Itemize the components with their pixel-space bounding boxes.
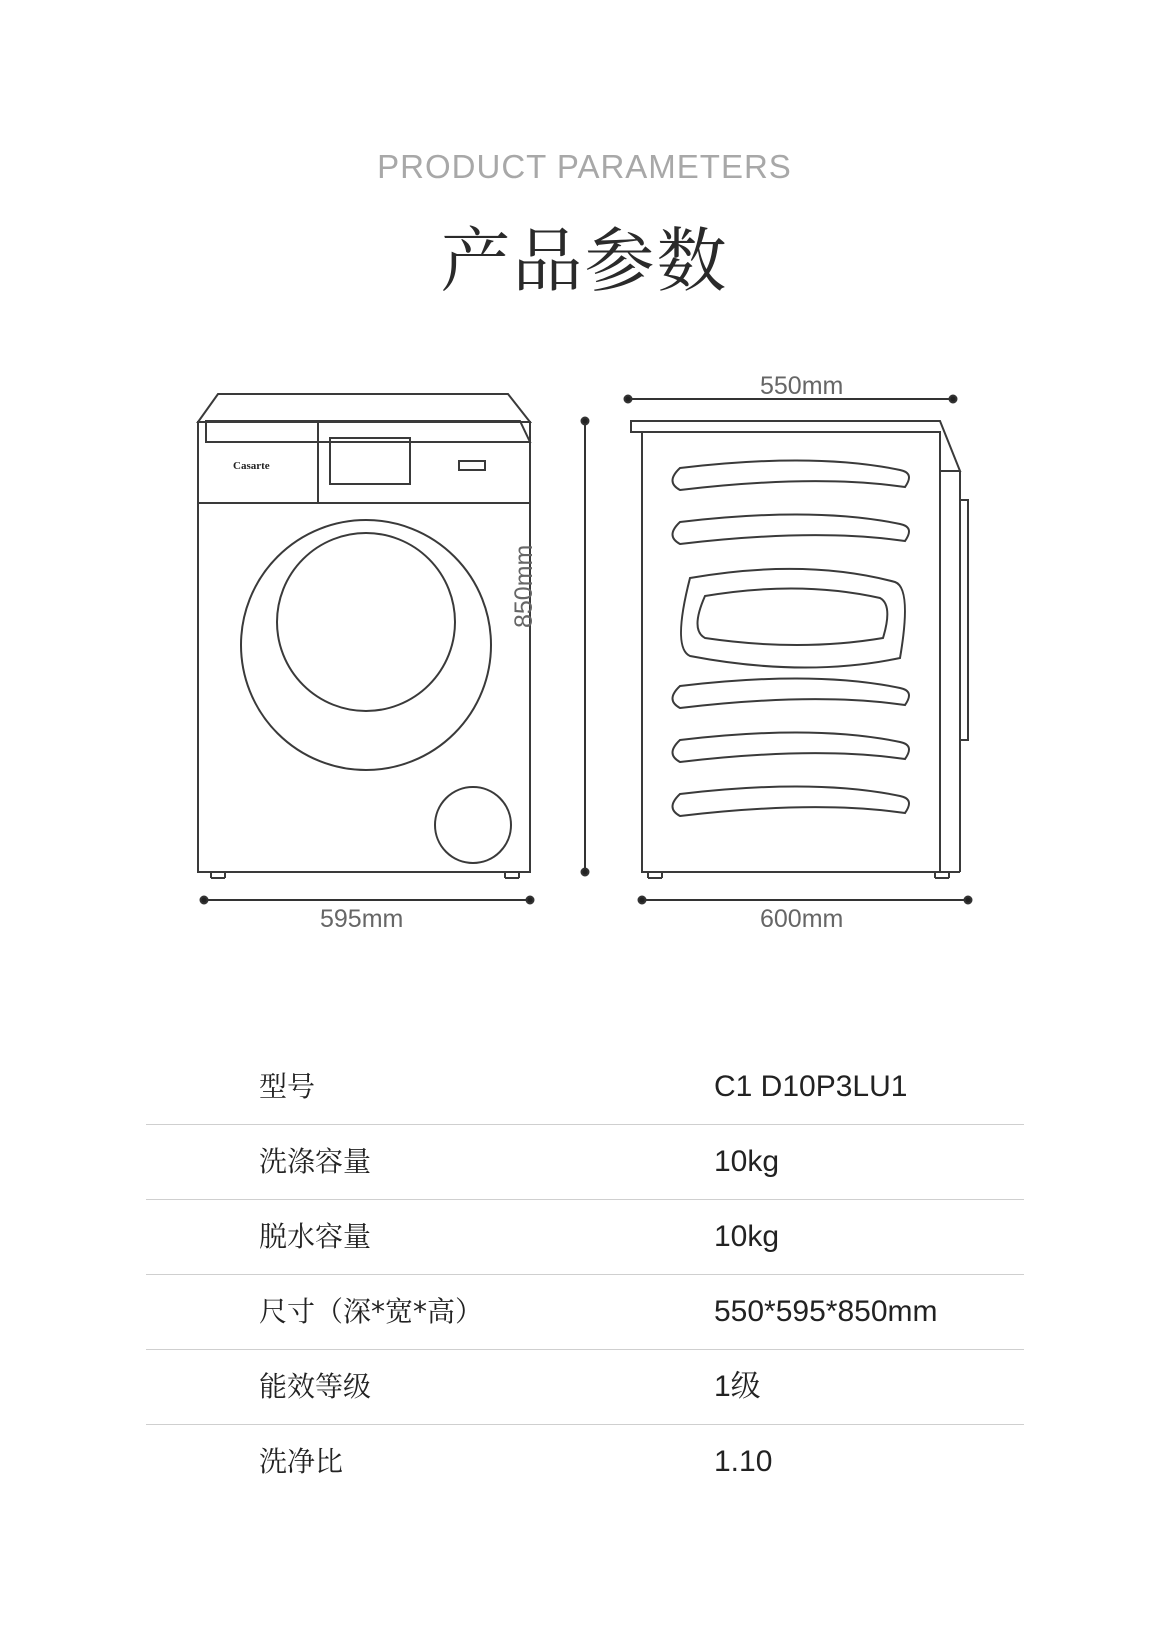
subtitle-english: PRODUCT PARAMETERS [377,148,792,185]
spec-row [146,1125,1024,1200]
spec-key: 洗涤容量 [259,1145,372,1178]
spec-key: 能效等级 [259,1370,372,1403]
door-glass [277,533,455,711]
power-knob [459,461,485,470]
spec-row [146,1200,1024,1275]
dim-label-top: 550mm [760,372,844,400]
spec-value: 10kg [714,1220,780,1253]
spec-row [146,1050,1024,1125]
spec-table [146,1050,1024,1499]
spec-row [146,1425,1024,1499]
spec-key: 洗净比 [259,1445,344,1478]
spec-key: 型号 [259,1070,316,1103]
washer-dimension-drawing [0,360,1169,920]
spec-row [146,1350,1024,1425]
filter-cap [435,787,511,863]
spec-value: 10kg [714,1145,780,1178]
side-ribs [673,460,910,816]
spec-value: 550*595*850mm [714,1295,938,1328]
page-title: 产品参数 [440,220,729,302]
dim-label-height: 850mm [510,544,538,628]
control-display [330,438,410,484]
dim-label-front-width: 595mm [320,905,404,933]
spec-value: 1级 [714,1370,761,1403]
side-view-outline [631,421,968,872]
spec-value: C1 D10P3LU1 [714,1070,908,1103]
spec-value: 1.10 [714,1445,773,1478]
spec-key: 脱水容量 [259,1220,372,1253]
brand-logo: Casarte [233,460,270,472]
spec-row [146,1275,1024,1350]
spec-key: 尺寸（深*宽*高） [259,1295,484,1328]
dim-label-side-depth: 600mm [760,905,844,933]
door-ring-outer [241,520,491,770]
